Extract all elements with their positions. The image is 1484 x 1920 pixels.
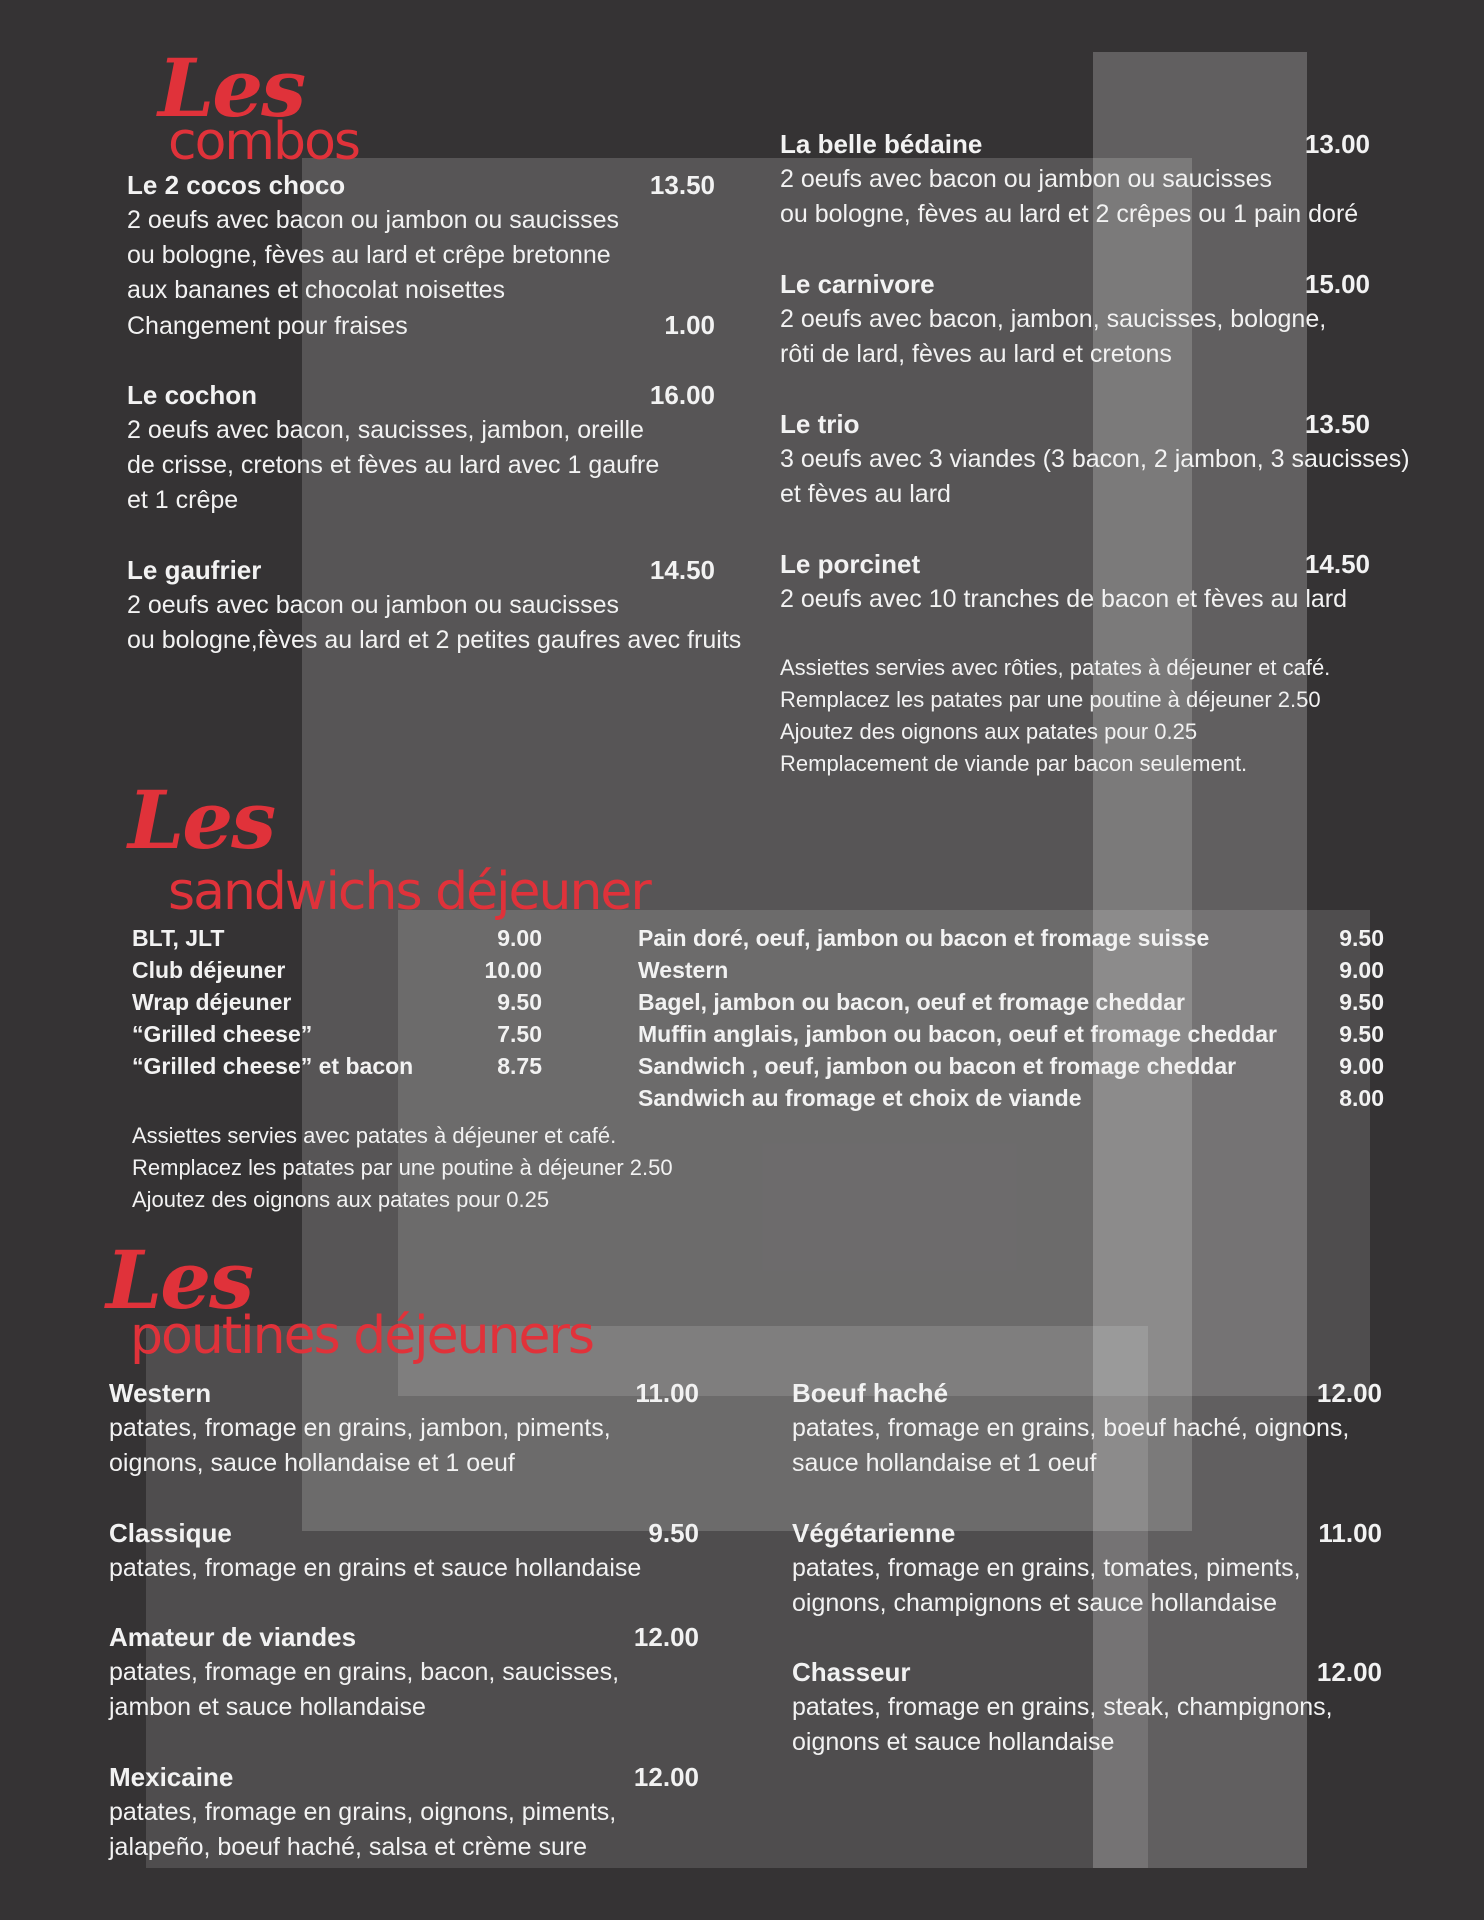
- item-desc: sauce hollandaise et 1 oeuf: [792, 1449, 1097, 1477]
- sandwich-price: 9.00: [1339, 957, 1384, 983]
- item-desc: patates, fromage en grains, oignons, piments,: [109, 1798, 617, 1826]
- note-line: Ajoutez des oignons aux patates pour 0.25: [132, 1187, 550, 1212]
- combos-notes: [780, 652, 1330, 780]
- item-name: Le 2 cocos choco: [127, 170, 346, 200]
- sandwichs-notes: [132, 1120, 673, 1216]
- item-price: 13.00: [1304, 129, 1370, 159]
- item-price: 11.00: [1318, 1518, 1382, 1548]
- sandwich-price: 9.50: [1339, 925, 1384, 951]
- note-line: Remplacez les patates par une poutine à déjeuner 2.50: [132, 1155, 673, 1180]
- item-price: 15.00: [1304, 269, 1370, 299]
- sandwich-name: Sandwich , oeuf, jambon ou bacon et fromage cheddar: [638, 1053, 1237, 1079]
- note-line: Remplacez les patates par une poutine à déjeuner 2.50: [780, 687, 1321, 712]
- sandwich-name: Sandwich au fromage et choix de viande: [638, 1085, 1082, 1111]
- item-desc: jalapeño, boeuf haché, salsa et crème sure: [109, 1833, 588, 1861]
- item-desc: oignons, champignons et sauce hollandaise: [792, 1589, 1278, 1617]
- poutine-item: [109, 1516, 699, 1586]
- item-name: Western: [109, 1378, 212, 1408]
- item-desc: oignons, sauce hollandaise et 1 oeuf: [109, 1449, 515, 1477]
- poutine-item: [109, 1376, 699, 1481]
- item-desc: jambon et sauce hollandaise: [109, 1693, 426, 1721]
- item-price: 14.50: [1304, 549, 1370, 579]
- note-line: Remplacement de viande par bacon seulement.: [780, 751, 1248, 776]
- item-name: Le carnivore: [780, 269, 935, 299]
- item-name: Chasseur: [792, 1657, 911, 1687]
- item-desc: 3 oeufs avec 3 viandes (3 bacon, 2 jambon, 3 saucisses): [780, 445, 1410, 473]
- item-desc: 2 oeufs avec bacon, saucisses, jambon, oreille: [127, 416, 644, 444]
- item-desc: 2 oeufs avec bacon ou jambon ou saucisses: [780, 165, 1272, 193]
- sandwich-price: 9.00: [1339, 1053, 1384, 1079]
- item-name: Le porcinet: [780, 549, 921, 579]
- combo-item: [127, 378, 715, 518]
- poutines-title-script: Les: [106, 1233, 253, 1327]
- poutine-item: [792, 1655, 1382, 1760]
- sandwich-name: “Grilled cheese”: [132, 1021, 313, 1047]
- item-name: Le gaufrier: [127, 555, 262, 585]
- sandwich-price: 9.00: [497, 925, 542, 951]
- item-desc: ou bologne,fèves au lard et 2 petites gaufres avec fruits: [127, 626, 742, 654]
- item-desc: ou bologne, fèves au lard et 2 crêpes ou 1 pain doré: [780, 200, 1359, 228]
- combo-item: [780, 407, 1410, 512]
- sandwich-list-right: [638, 922, 1384, 1114]
- item-name: Mexicaine: [109, 1762, 234, 1792]
- item-name: Le cochon: [127, 380, 258, 410]
- poutines-title: poutines déjeuners: [130, 1306, 594, 1366]
- sandwich-name: Bagel, jambon ou bacon, oeuf et fromage cheddar: [638, 989, 1185, 1015]
- poutine-item: [109, 1760, 699, 1865]
- sandwich-name: Western: [638, 957, 729, 983]
- item-name: Végétarienne: [792, 1518, 956, 1548]
- item-desc: 2 oeufs avec bacon, jambon, saucisses, bologne,: [780, 305, 1327, 333]
- combos-title: combos: [168, 112, 359, 172]
- item-name: Amateur de viandes: [109, 1622, 357, 1652]
- sandwich-price: 9.50: [497, 989, 542, 1015]
- note-line: Ajoutez des oignons aux patates pour 0.25: [780, 719, 1198, 744]
- sandwichs-title: sandwichs déjeuner: [168, 862, 650, 922]
- poutine-item: [792, 1516, 1382, 1621]
- sandwich-name: Pain doré, oeuf, jambon ou bacon et fromage suisse: [638, 925, 1210, 951]
- item-price: 12.00: [633, 1622, 699, 1652]
- combo-item: [127, 168, 715, 344]
- item-price: 16.00: [649, 380, 715, 410]
- item-desc: rôti de lard, fèves au lard et cretons: [780, 340, 1172, 368]
- extra-label: Changement pour fraises: [127, 312, 408, 340]
- sandwich-name: Wrap déjeuner: [132, 989, 292, 1015]
- sandwich-price: 7.50: [497, 1021, 542, 1047]
- item-price: 12.00: [1316, 1378, 1382, 1408]
- sandwich-price: 10.00: [484, 957, 542, 983]
- combos-title-script: Les: [158, 41, 305, 135]
- item-price: 13.50: [1304, 409, 1370, 439]
- sandwich-price: 9.50: [1339, 1021, 1384, 1047]
- item-name: Classique: [109, 1518, 232, 1548]
- sandwich-name: Club déjeuner: [132, 957, 286, 983]
- sandwich-name: BLT, JLT: [132, 925, 225, 951]
- note-line: Assiettes servies avec rôties, patates à déjeuner et café.: [780, 655, 1331, 680]
- item-name: Boeuf haché: [792, 1378, 949, 1408]
- item-price: 9.50: [648, 1518, 699, 1548]
- combo-item: [780, 267, 1370, 372]
- item-desc: aux bananes et chocolat noisettes: [127, 276, 506, 304]
- sandwich-name: Muffin anglais, jambon ou bacon, oeuf et fromage cheddar: [638, 1021, 1277, 1047]
- combo-item: [127, 553, 742, 658]
- item-desc: patates, fromage en grains, jambon, piments,: [109, 1414, 611, 1442]
- sandwich-list-left: [132, 922, 542, 1082]
- item-price: 12.00: [1316, 1657, 1382, 1687]
- note-line: Assiettes servies avec patates à déjeuner et café.: [132, 1123, 617, 1148]
- item-desc: de crisse, cretons et fèves au lard avec 1 gaufre: [127, 451, 660, 479]
- item-desc: 2 oeufs avec bacon ou jambon ou saucisses: [127, 591, 619, 619]
- extra-price: 1.00: [664, 310, 715, 340]
- combo-item: [780, 127, 1370, 232]
- item-desc: patates, fromage en grains, steak, champignons,: [792, 1693, 1333, 1721]
- poutine-item: [792, 1376, 1382, 1481]
- item-price: 13.50: [649, 170, 715, 200]
- sandwichs-title-script: Les: [128, 773, 275, 867]
- item-price: 12.00: [633, 1762, 699, 1792]
- item-desc: patates, fromage en grains et sauce hollandaise: [109, 1554, 642, 1582]
- item-price: 14.50: [649, 555, 715, 585]
- sandwich-price: 9.50: [1339, 989, 1384, 1015]
- item-desc: et 1 crêpe: [127, 486, 239, 514]
- poutine-item: [109, 1620, 699, 1725]
- item-desc: ou bologne, fèves au lard et crêpe bretonne: [127, 241, 611, 269]
- item-desc: 2 oeufs avec bacon ou jambon ou saucisses: [127, 206, 619, 234]
- item-desc: patates, fromage en grains, tomates, piments,: [792, 1554, 1301, 1582]
- item-price: 11.00: [635, 1378, 699, 1408]
- item-name: Le trio: [780, 409, 860, 439]
- item-desc: et fèves au lard: [780, 480, 951, 508]
- item-name: La belle bédaine: [780, 129, 983, 159]
- sandwich-name: “Grilled cheese” et bacon: [132, 1053, 414, 1079]
- combo-item: [780, 547, 1370, 617]
- item-desc: patates, fromage en grains, bacon, saucisses,: [109, 1658, 620, 1686]
- item-desc: 2 oeufs avec 10 tranches de bacon et fèves au lard: [780, 585, 1348, 613]
- item-desc: oignons et sauce hollandaise: [792, 1728, 1115, 1756]
- sandwich-price: 8.00: [1339, 1085, 1384, 1111]
- sandwich-price: 8.75: [497, 1053, 542, 1079]
- item-desc: patates, fromage en grains, boeuf haché, oignons,: [792, 1414, 1350, 1442]
